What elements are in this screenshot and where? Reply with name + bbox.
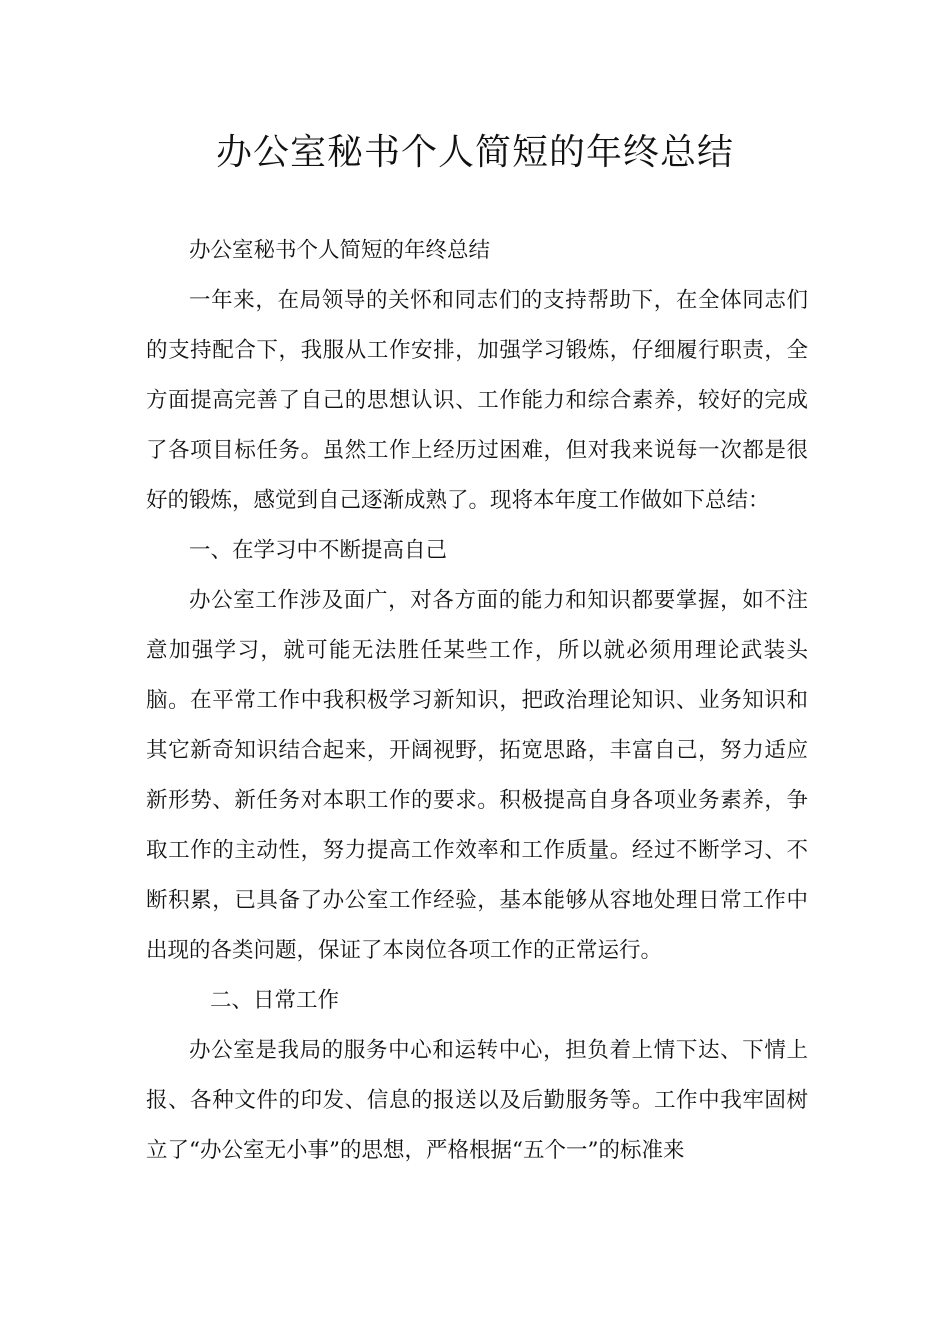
section-heading-2: 二、日常工作 xyxy=(210,988,340,1013)
intro-paragraph: 一年来，在局领导的关怀和同志们的支持帮助下，在全体同志们的支持配合下，我服从工作安排，加强学习锻炼，仔细履行职责，全方面提高完善了自己的思想认识、工作能力和综合素养，较好的完成了各项目标任务。虽然工作上经历过困难，但对我来说每一次都是很好的锻炼，感觉到自己逐渐成熟了。现将本年度工作做如下总结： xyxy=(146,288,808,513)
section-heading-1: 一、在学习中不断提高自己 xyxy=(189,538,448,563)
section-1-paragraph: 办公室工作涉及面广，对各方面的能力和知识都要掌握，如不注意加强学习，就可能无法胜任某些工作，所以就必须用理论武装头脑。在平常工作中我积极学习新知识，把政治理论知识、业务知识和其它新奇知识结合起来，开阔视野，拓宽思路，丰富自己，努力适应新形势、新任务对本职工作的要求。积极提高自身各项业务素养，争取工作的主动性，努力提高工作效率和工作质量。经过不断学习、不断积累，已具备了办公室工作经验，基本能够从容地处理日常工作中出现的各类问题，保证了本岗位各项工作的正常运行。 xyxy=(146,588,808,963)
section-2-paragraph: 办公室是我局的服务中心和运转中心，担负着上情下达、下情上报、各种文件的印发、信息的报送以及后勤服务等。工作中我牢固树立了“办公室无小事”的思想，严格根据“五个一”的标准来 xyxy=(146,1038,808,1163)
document-title: 办公室秘书个人简短的年终总结 xyxy=(215,132,734,173)
subtitle-paragraph: 办公室秘书个人简短的年终总结 xyxy=(189,238,491,263)
document-body xyxy=(146,226,808,1176)
